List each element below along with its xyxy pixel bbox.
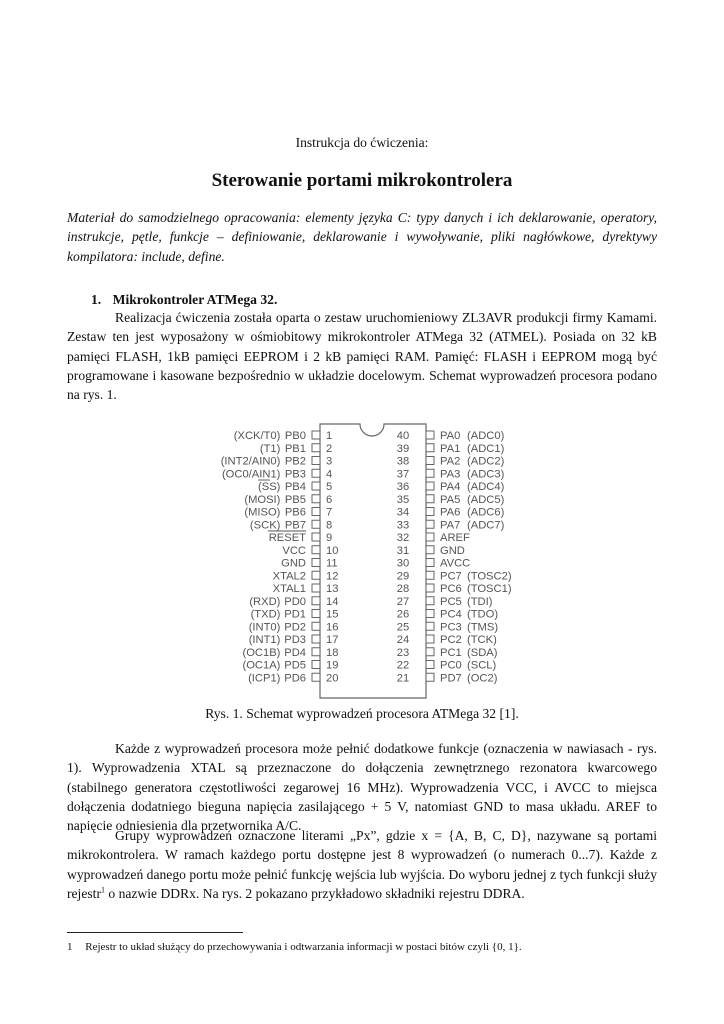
pin-pad [426,559,434,567]
pin-pad [312,457,320,465]
pin-number: 3 [326,455,333,468]
paragraph-ports [67,826,657,903]
pin-name: XTAL2 [272,570,306,583]
footnote [67,941,667,953]
pin-number: 33 [396,519,410,532]
figure-caption: Rys. 1. Schemat wyprowadzeń procesora ATMega 32 [1]. [205,706,519,721]
pin-alt-function: (ADC0) [467,430,505,442]
pin-alt-function: (INT2/AIN0) [220,455,281,468]
pin-pad [426,533,434,541]
pin-right-33 [397,519,505,531]
pin-left-14 [249,596,338,608]
pin-left-2 [260,443,332,455]
pin-alt-function: (TDO) [467,608,499,621]
pin-right-35 [397,494,505,506]
pin-number: 22 [396,659,410,672]
pin-alt-function: (INT0) [248,621,281,634]
pin-pad [312,584,320,592]
pin-alt-function: (OC1A) [242,659,281,672]
pin-pad [426,648,434,656]
pin-pad [312,508,320,516]
pin-number: 23 [396,646,410,659]
pin-name: PD2 [284,621,306,634]
pin-number: 31 [396,544,410,557]
pin-left-10 [282,545,338,557]
pin-name: AREF [440,532,470,544]
pin-name: PA0 [440,430,461,442]
pin-pad [312,661,320,669]
pin-name: PC6 [440,583,462,595]
pin-name: PA2 [440,455,461,468]
pin-number: 16 [326,621,339,634]
pin-number: 25 [396,621,410,634]
pin-name: PC2 [440,634,462,646]
pin-pad [426,431,434,439]
pin-pad [426,584,434,592]
pin-number: 19 [326,659,339,672]
pin-number: 21 [396,672,410,685]
pin-name: PC4 [440,608,462,621]
pin-number: 35 [396,493,410,506]
pin-right-30 [397,558,470,570]
pin-pad [426,469,434,477]
pin-right-34 [397,507,505,519]
pin-alt-function: (ADC6) [467,506,505,519]
pin-pad [426,673,434,681]
pin-number: 1 [326,430,333,442]
pin-pad [426,520,434,528]
pin-name: PB5 [284,493,306,506]
pin-alt-function: (XCK/T0) [233,430,281,442]
pin-alt-function: (TXD) [250,608,281,621]
pin-right-24 [397,634,497,646]
pin-left-13 [273,583,339,595]
document-subtitle: Instrukcja do ćwiczenia: [295,135,429,150]
pin-number: 13 [326,583,339,595]
pin-name: VCC [282,544,306,557]
pin-alt-function: (TOSC1) [467,583,512,595]
pin-name: PA5 [440,493,461,506]
pin-left-16 [249,621,339,633]
pin-pad [312,610,320,618]
paragraph-pin-functions: Każde z wyprowadzeń procesora może pełnić dodatkowe funkcje (oznaczenia w nawiasach - rys. 1). Wyprowadzenia XTAL są przeznaczone do dołączenia zewnętrznego rezonatora kwarcowego (stabilnego generatora częstotliwości zegarowej 16 MHz). Wyprowadzenia VCC, i AVCC to miejsca dołączenia dodatniego bieguna napięcia zasilającego + 5 V, natomiast GND to masa układu. AREF to napięcie odniesienia dla przetwornika A/C. [67,741,657,834]
pin-number: 32 [396,532,410,544]
pin-pad [312,444,320,452]
pin-name: PD1 [284,608,306,621]
pin-right-22 [397,660,497,672]
pin-name: PC3 [440,621,462,634]
pin-name: PA3 [440,468,461,481]
pin-alt-function: (OC1B) [242,646,281,659]
footnote-separator [67,932,243,933]
pin-name: PD0 [284,595,306,608]
pin-left-17 [249,634,339,646]
pin-left-20 [248,672,338,684]
pin-alt-function: (MOSI) [244,493,281,506]
pin-pad [312,622,320,630]
pin-left-18 [242,647,338,659]
pin-pad [312,482,320,490]
pin-right-39 [397,443,505,455]
pin-left-15 [251,609,339,621]
pin-name: PC0 [440,659,462,672]
pin-name: AVCC [440,557,471,570]
pin-right-21 [397,672,498,684]
pin-right-31 [397,545,465,557]
pin-pad [312,571,320,579]
pin-pad [426,546,434,554]
pin-number: 38 [396,455,410,468]
section-number: 1. [91,292,102,307]
pin-name: XTAL1 [272,583,306,595]
pin-pad [426,635,434,643]
section-title: Mikrokontroler ATMega 32. [112,292,278,307]
pin-name: PB1 [284,442,306,455]
pin-number: 37 [396,468,410,481]
pin-right-38 [397,456,505,468]
pin-alt-function: (INT1) [248,634,281,646]
pin-alt-function: (MISO) [244,506,281,519]
pin-alt-function: (ADC7) [467,519,505,532]
pin-name: PC1 [440,646,462,659]
pin-alt-function: (OC2) [467,672,498,685]
pin-alt-function: (TCK) [467,634,497,646]
pin-right-32 [397,532,470,544]
pin-alt-function: (SS) [258,481,281,493]
pin-left-7 [244,507,332,519]
pin-pad [312,495,320,503]
intro-paragraph: Materiał do samodzielnego opracowania: elementy języka C: typy danych i ich deklarowanie, operatory, instrukcje, pętle, funkcje – definiowanie, deklarowanie i wywoływanie, pliki nagłówkowe, dyrektywy kompilatora: include, define. [67,210,657,264]
pin-name: PC5 [440,595,462,608]
pin-number: 2 [326,442,333,455]
pin-alt-function: (SCK) [249,519,281,532]
pin-pad [312,469,320,477]
pin-pad [312,635,320,643]
footnote-reference[interactable]: 1 [100,885,105,895]
paragraph-ports-text-end: o nazwie DDRx. Na rys. 2 pokazano przykładowo składniki rejestru DDRA. [104,885,525,901]
pin-pad [426,495,434,503]
pin-number: 40 [396,430,410,442]
pin-alt-function: (T1) [259,442,281,455]
pin-number: 17 [326,634,339,646]
pin-name: PB0 [284,430,306,442]
pin-number: 18 [326,646,339,659]
pin-number: 29 [396,570,410,583]
pin-pad [312,673,320,681]
pin-alt-function: (SDA) [467,646,498,659]
paragraph-ports-text: Grupy wyprowadzeń oznaczone literami „Px”, gdzie x = {A, B, C, D}, nazywane są portami mikrokontrolera. W ramach każdego portu dostępne jest 8 wyprowadzeń (o numerach 0...7). Każde z wyprowadzeń danego portu może pełnić funkcję wejścia lub wyjścia. Do wyboru jednej z tych funkcji służy rejestr [67,828,657,901]
atmega32-pinout-diagram [200,420,520,702]
pin-pad [426,571,434,579]
pin-pad [426,457,434,465]
pin-alt-function: (ADC1) [467,442,505,455]
pin-pad [426,622,434,630]
pin-right-40 [397,430,505,442]
pin-alt-function: (ICP1) [248,672,281,685]
pin-name: PA6 [440,506,461,519]
pin-pad [426,661,434,669]
pin-left-1 [234,430,332,442]
pin-name: PD3 [284,634,306,646]
pin-pad [312,533,320,541]
pin-right-25 [397,621,499,633]
pin-pad [312,546,320,554]
pin-alt-function: (TMS) [467,621,499,634]
pin-number: 6 [326,493,333,506]
pin-left-19 [242,660,338,672]
pin-name: PB4 [284,481,306,493]
pin-number: 30 [396,557,410,570]
pin-number: 5 [326,481,333,493]
pin-pad [312,559,320,567]
pin-name: PD7 [440,672,462,685]
pin-number: 15 [326,608,339,621]
pin-name: PB7 [284,519,306,532]
document-title: Sterowanie portami mikrokontrolera [211,170,513,191]
pin-number: 4 [326,468,333,481]
footnote-number: 1 [67,941,73,953]
pin-name: PD4 [284,646,306,659]
pin-right-23 [397,647,498,659]
pin-name: PB3 [284,468,306,481]
pin-number: 10 [326,544,339,557]
pin-alt-function: (TOSC2) [467,570,512,583]
pin-pad [426,508,434,516]
pin-name: PD6 [284,672,306,685]
pin-right-36 [397,481,505,493]
pin-alt-function: (TDI) [467,595,493,608]
pin-right-37 [397,468,505,480]
pin-pad [426,610,434,618]
pin-left-9 [268,531,332,544]
pin-alt-function: (ADC5) [467,493,505,506]
pin-name: RESET [268,532,306,544]
pin-number: 7 [326,506,333,519]
pin-pad [426,482,434,490]
pin-number: 36 [396,481,410,493]
pin-alt-function: (OC0/AIN1) [221,468,281,481]
pin-number: 24 [396,634,410,646]
pin-alt-function: (ADC3) [467,468,505,481]
pin-alt-function: (SCL) [467,659,497,672]
footnote-text: Rejestr to układ służący do przechowywania i odtwarzania informacji w postaci bitów czyli {0, 1}. [85,941,522,953]
pin-number: 39 [396,442,410,455]
pin-pad [312,648,320,656]
pin-pad [312,520,320,528]
pin-number: 12 [326,570,339,583]
pin-name: PA1 [440,442,461,455]
pin-right-29 [397,570,512,582]
pin-number: 8 [326,519,333,532]
pin-pad [312,597,320,605]
pin-name: PB6 [284,506,306,519]
pin-right-28 [397,583,512,595]
pin-number: 14 [326,595,339,608]
section-heading [91,292,277,308]
pin-number: 26 [396,608,410,621]
pin-left-5 [258,480,332,493]
pin-right-26 [397,609,499,621]
pin-number: 27 [396,595,410,608]
pin-pad [426,444,434,452]
section1-paragraph: Realizacja ćwiczenia została oparta o zestaw uruchomieniowy ZL3AVR produkcji firmy Kamami. Zestaw ten jest wyposażony w ośmiobitowy mikrokontroler ATMega 32 (ATMEL). Posiada on 32 kB pamięci FLASH, 1kB pamięci EEPROM i 2 kB pamięci RAM. Pamięć: FLASH i EEPROM mogą być programowane i kasowane bezpośrednio w układzie docelowym. Schemat wyprowadzeń procesora podano na rys. 1. [67,310,657,403]
pin-number: 11 [326,557,338,570]
pin-name: PA7 [440,519,461,532]
pin-left-4 [222,468,332,480]
pin-name: PD5 [284,659,306,672]
pin-alt-function: (ADC4) [467,481,505,493]
pin-number: 28 [396,583,410,595]
pin-alt-function: (ADC2) [467,455,505,468]
pin-right-27 [397,596,493,608]
pin-number: 20 [326,672,339,685]
pin-alt-function: (RXD) [249,595,281,608]
pin-left-12 [273,570,339,582]
pin-left-3 [221,456,333,468]
pin-left-6 [244,494,332,506]
pin-number: 9 [326,532,333,544]
pin-pad [312,431,320,439]
pin-name: PA4 [440,481,461,493]
pin-pad [426,597,434,605]
pin-name: GND [281,557,306,570]
pin-number: 34 [396,506,410,519]
pin-name: PC7 [440,570,462,583]
pin-name: GND [440,544,465,557]
pin-left-11 [281,558,338,570]
pin-name: PB2 [284,455,306,468]
